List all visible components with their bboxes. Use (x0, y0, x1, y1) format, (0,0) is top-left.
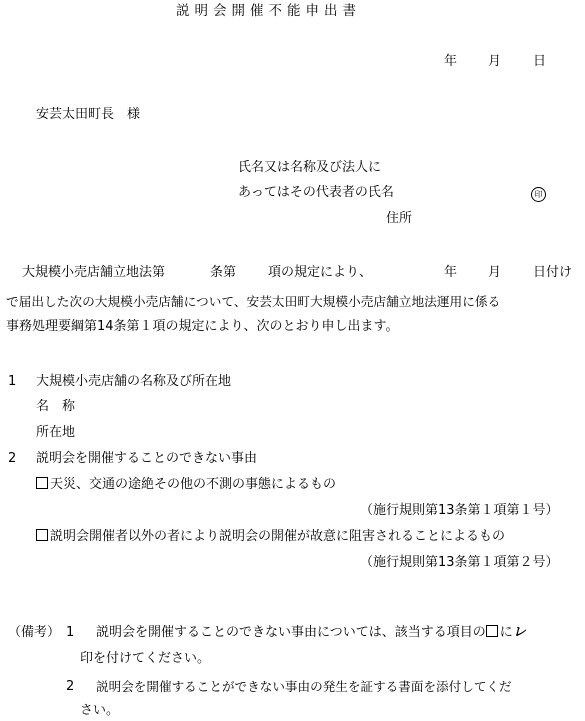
note-1-text (96, 625, 526, 641)
body-text-line1-f: 日付け (533, 265, 573, 280)
date-year-label: 年 (444, 54, 458, 69)
note-2-text-continued: さい。 (80, 703, 120, 718)
section2-heading: 説明会を開催することのできない事由 (36, 451, 258, 466)
seal-mark (531, 186, 546, 202)
store-location-label: 所在地 (36, 425, 76, 440)
reason-1-checkbox[interactable] (36, 477, 48, 489)
reason-option-1[interactable] (36, 477, 336, 493)
applicant-address-label: 住所 (386, 211, 413, 226)
document-title: 説明会開催不能申出書 (176, 3, 361, 19)
date-day-label: 日 (533, 54, 547, 69)
reason-2-checkbox[interactable] (36, 529, 48, 541)
check-mark-icon: レ (512, 625, 526, 640)
body-text-line2: で届出した次の大規模小売店舗について、安芸太田町大規模小売店舗立地法運用に係る (6, 294, 501, 309)
body-text-line1-e: 月 (488, 265, 502, 280)
body-text-line3: 事務処理要綱第14条第１項の規定により、次のとおり申し出ます。 (6, 319, 399, 334)
reason-option-2[interactable] (36, 529, 505, 545)
reason-1-label: 天災、交通の途絶その他の不測の事態によるもの (50, 477, 337, 492)
body-text-line1-d: 年 (444, 265, 458, 280)
note-2-text: 説明会を開催することができない事由の発生を証する書面を添付してくだ (96, 679, 512, 694)
note-1-text-continued: 印を付けてください。 (80, 651, 211, 666)
reason-2-label: 説明会開催者以外の者により説明会の開催が故意に阻害されることによるもの (50, 529, 506, 544)
applicant-name-line2: あってはその代表者の氏名 (238, 185, 394, 200)
date-month-label: 月 (488, 54, 502, 69)
section1-heading: 大規模小売店舗の名称及び所在地 (36, 374, 232, 389)
body-text-line1-a: 大規模小売店舗立地法第 (22, 265, 166, 280)
checkbox-symbol-icon (486, 625, 498, 637)
section2-number: 2 (8, 451, 17, 466)
applicant-name-line1: 氏名又は名称及び法人に (238, 160, 382, 175)
reason-option-1-reference: （施行規則第13条第１項第１号） (360, 503, 559, 518)
store-name-label: 名 称 (36, 399, 76, 414)
seal-icon: 印 (531, 187, 546, 202)
reason-option-2-reference: （施行規則第13条第１項第２号） (360, 555, 559, 570)
note-1-text-b: に (499, 625, 513, 640)
note-1-number: 1 (66, 625, 75, 640)
addressee: 安芸太田町長 様 (36, 107, 141, 122)
note-1-text-a: 説明会を開催することのできない事由については、該当する項目の (96, 625, 486, 640)
note-2-number: 2 (66, 679, 75, 694)
section1-number: 1 (8, 374, 17, 389)
body-text-line1-b: 条第 (210, 265, 237, 280)
body-text-line1-c: 項の規定により、 (268, 265, 373, 280)
notes-label: （備考） (8, 625, 61, 640)
